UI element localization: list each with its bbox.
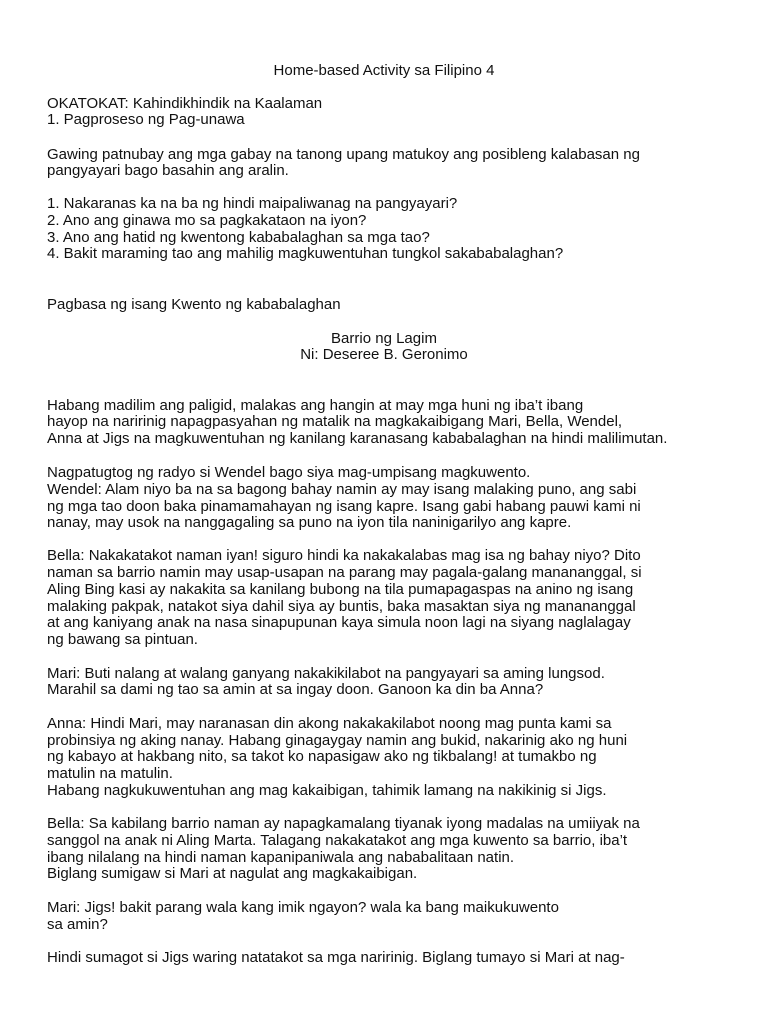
paragraph-line: Anna at Jigs na magkuwentuhan ng kanilang karanasang kababalaghan na hindi malilimutan. [47, 430, 668, 447]
paragraph-line: Marahil sa dami ng tao sa amin at sa ingay doon. Ganoon ka din ba Anna? [47, 681, 544, 698]
paragraph-line: probinsiya ng aking nanay. Habang ginagaygay namin ang bukid, nakarinig ako ng huni [47, 732, 628, 749]
paragraph-line: Mari: Jigs! bakit parang wala kang imik ngayon? wala ka bang maikukuwento [47, 899, 559, 916]
paragraph-line: malaking pakpak, natakot siya dahil siya ay buntis, baka masaktan siya ng manananggal [47, 598, 636, 615]
paragraph-line: Bella: Nakakatakot naman iyan! siguro hindi ka nakakalabas mag isa ng bahay niyo? Dito [47, 547, 641, 564]
paragraph-line: at ang kaniyang anak na nasa sinapupunan kaya simula noon lagi na siyang naglalagay [47, 614, 631, 631]
question-item: 3. Ano ang hatid ng kwentong kababalaghan sa mga tao? [47, 229, 430, 246]
question-item: 2. Ano ang ginawa mo sa pagkakataon na iyon? [47, 212, 367, 229]
paragraph-line: nanay, may usok na nanggagaling sa puno na iyon tila naninigarilyo ang kapre. [47, 514, 572, 531]
paragraph-line: hayop na naririnig napagpasyahan ng matalik na magkakaibigang Mari, Bella, Wendel, [47, 413, 623, 430]
document-title: Home-based Activity sa Filipino 4 [273, 62, 495, 79]
paragraph-line: sanggol na anak ni Aling Marta. Talagang nakakatakot ang mga kuwento sa barrio, iba’t [47, 832, 628, 849]
question-item: 4. Bakit maraming tao ang mahilig magkuwentuhan tungkol sakababalaghan? [47, 245, 564, 262]
paragraph-line: Nagpatugtog ng radyo si Wendel bago siya mag-umpisang magkuwento. [47, 464, 531, 481]
instruction-line: Gawing patnubay ang mga gabay na tanong upang matukoy ang posibleng kalabasan ng [47, 146, 640, 163]
paragraph-line: naman sa barrio namin may usap-usapan na parang may pagala-galang manananggal, si [47, 564, 642, 581]
paragraph-line: ibang nilalang na hindi naman kapanipaniwala ang nababalitaan natin. [47, 849, 515, 866]
paragraph-line: Habang madilim ang paligid, malakas ang hangin at may mga huni ng iba’t ibang [47, 397, 584, 414]
paragraph-line: Bella: Sa kabilang barrio naman ay napagkamalang tiyanak iyong madalas na umiiyak na [47, 815, 640, 832]
paragraph-line: ng kabayo at hakbang nito, sa takot ko napasigaw ako ng tikbalang! at tumakbo ng [47, 748, 597, 765]
story-author: Ni: Deseree B. Geronimo [300, 346, 468, 363]
paragraph-line: Wendel: Alam niyo ba na sa bagong bahay namin ay may isang malaking puno, ang sabi [47, 481, 637, 498]
paragraph-line: matulin na matulin. [47, 765, 173, 782]
paragraph-line: Biglang sumigaw si Mari at nagulat ang magkakaibigan. [47, 865, 418, 882]
paragraph-line: Habang nagkukuwentuhan ang mag kakaibigan, tahimik lamang na nakikinig si Jigs. [47, 782, 607, 799]
paragraph-line: ng bawang sa pintuan. [47, 631, 198, 648]
story-title: Barrio ng Lagim [331, 330, 437, 347]
paragraph-line: Mari: Buti nalang at walang ganyang nakakikilabot na pangyayari sa aming lungsod. [47, 665, 605, 682]
instruction-line: pangyayari bago basahin ang aralin. [47, 162, 289, 179]
section-heading: OKATOKAT: Kahindikhindik na Kaalaman [47, 95, 323, 112]
question-item: 1. Nakaranas ka na ba ng hindi maipaliwanag na pangyayari? [47, 195, 458, 212]
paragraph-line: sa amin? [47, 916, 108, 933]
paragraph-line: Aling Bing kasi ay nakakita sa kanilang bubong na tila pumapagaspas na anino ng isang [47, 581, 634, 598]
paragraph-line: Anna: Hindi Mari, may naranasan din akong nakakakilabot noong mag punta kami sa [47, 715, 612, 732]
paragraph-line: ng mga tao doon baka pinamamahayan ng isang kapre. Isang gabi habang pauwi kami ni [47, 498, 641, 515]
section-subheading: 1. Pagproseso ng Pag-unawa [47, 111, 245, 128]
reading-intro: Pagbasa ng isang Kwento ng kababalaghan [47, 296, 341, 313]
paragraph-line: Hindi sumagot si Jigs waring natatakot sa mga naririnig. Biglang tumayo si Mari at nag- [47, 949, 625, 966]
